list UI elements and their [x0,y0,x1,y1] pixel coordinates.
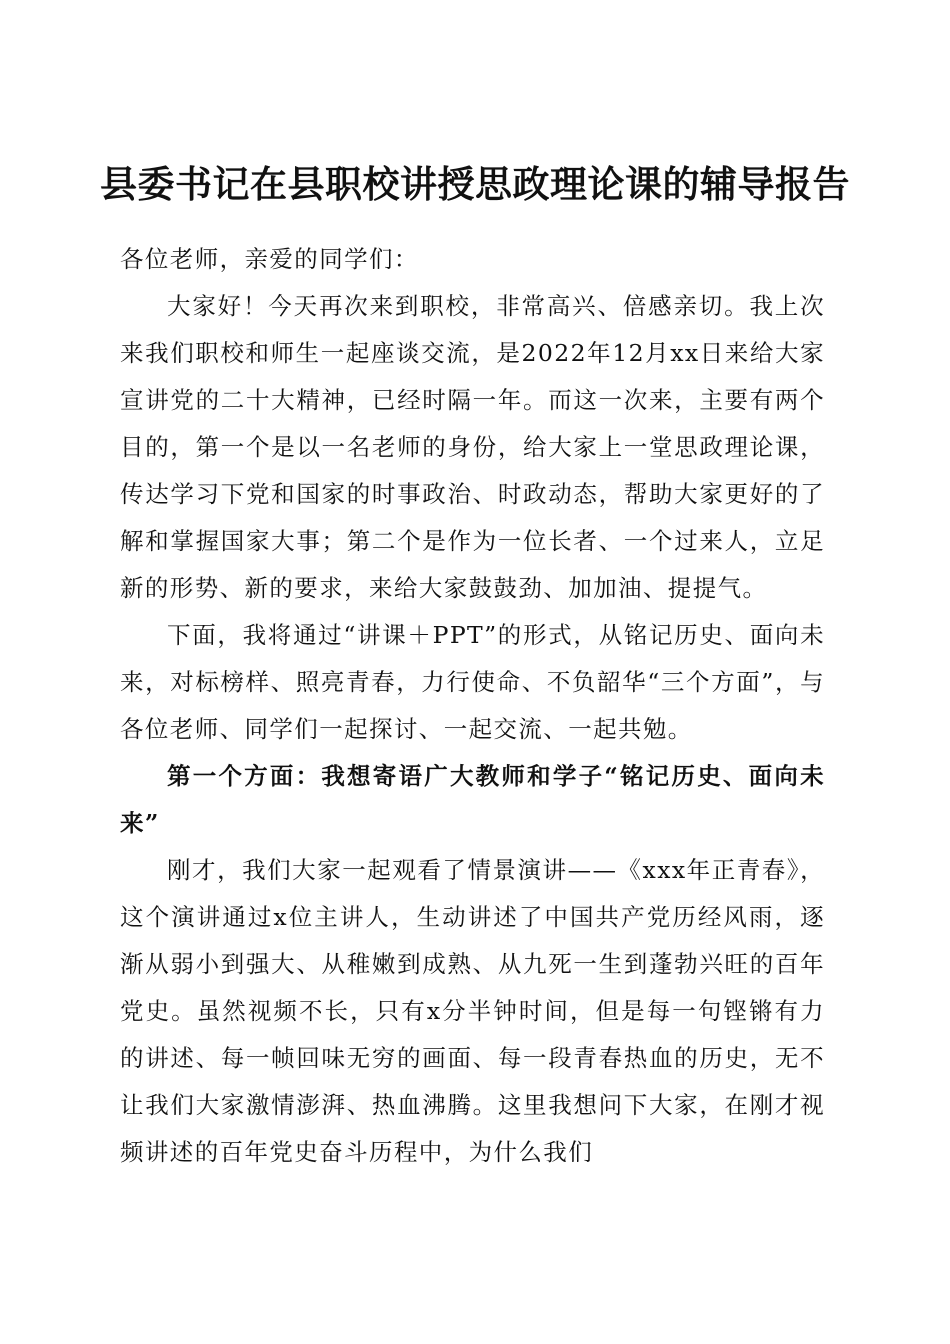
section-paragraph: 刚才，我们大家一起观看了情景演讲——《xxx年正青春》，这个演讲通过x位主讲人，生动讲述了中国共产党历经风雨，逐渐从弱小到强大、从稚嫩到成熟、从九死一生到蓬勃兴旺的百年党史。虽然视频不长，只有x分半钟时间，但是每一句铿锵有力的讲述、每一帧回味无穷的画面、每一段青春热血的历史，无不让我们大家激情澎湃、热血沸腾。这里我想问下大家，在刚才视频讲述的百年党史奋斗历程中，为什么我们 [120,856,825,1166]
section-heading: 第一个方面：我想寄语广大教师和学子“铭记历史、面向未来” [120,762,825,837]
document-body [120,236,825,1176]
paragraph-outline: 下面，我将通过“讲课＋PPT”的形式，从铭记历史、面向未来，对标榜样、照亮青春，力行使命、不负韶华“三个方面”，与各位老师、同学们一起探讨、一起交流、一起共勉。 [120,621,825,743]
paragraph-intro: 大家好！今天再次来到职校，非常高兴、倍感亲切。我上次来我们职校和师生一起座谈交流，是2022年12月xx日来给大家宣讲党的二十大精神，已经时隔一年。而这一次来，主要有两个目的，第一个是以一名老师的身份，给大家上一堂思政理论课，传达学习下党和国家的时事政治、时政动态，帮助大家更好的了解和掌握国家大事；第二个是作为一位长者、一个过来人，立足新的形势、新的要求，来给大家鼓鼓劲、加加油、提提气。 [120,292,825,602]
document-title: 县委书记在县职校讲授思政理论课的辅导报告 [100,161,850,206]
salutation: 各位老师，亲爱的同学们： [120,245,419,273]
